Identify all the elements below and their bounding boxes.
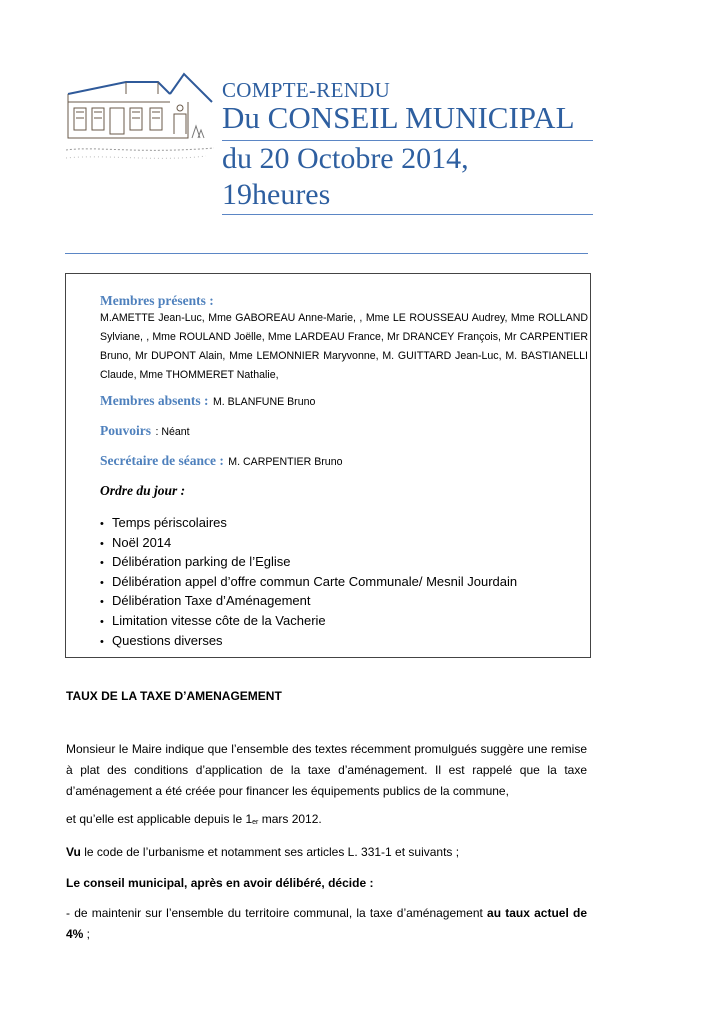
absent-value: M. BLANFUNE Bruno xyxy=(212,396,316,408)
list-item: • Limitation vitesse côte de la Vacherie xyxy=(100,612,517,632)
title-date: du 20 Octobre 2014, xyxy=(222,142,469,175)
paragraph-tax-rate: - de maintenir sur l’ensemble du territoire communal, la taxe d’aménagement au taux actuel de 4% ; xyxy=(66,906,587,941)
paragraph-vu: Vu le code de l’urbanisme et notamment ses articles L. 331-1 et suivants ; xyxy=(66,845,460,859)
agenda-title: Ordre du jour : xyxy=(100,483,186,498)
bullet-icon: • xyxy=(100,518,104,530)
list-item: • Temps périscolaires xyxy=(100,514,517,534)
absent-label: Membres absents : xyxy=(100,393,209,408)
pouvoirs-value: : Néant xyxy=(155,426,190,438)
bullet-icon: • xyxy=(100,576,104,589)
title-rule-1 xyxy=(222,140,593,141)
absent-members xyxy=(100,392,315,410)
title-rule-2 xyxy=(222,214,593,215)
secretary xyxy=(100,452,343,470)
section-title: TAUX DE LA TAXE D’AMENAGEMENT xyxy=(66,689,282,703)
paragraph-decision: Le conseil municipal, après en avoir délibéré, décide : xyxy=(66,876,374,890)
bullet-icon: • xyxy=(100,537,104,550)
bullet-icon: • xyxy=(100,635,104,648)
present-label: Membres présents : xyxy=(100,293,214,308)
present-members xyxy=(100,293,588,385)
bullet-icon: • xyxy=(100,596,104,609)
meeting-summary-box xyxy=(65,273,591,658)
agenda-list xyxy=(100,514,517,651)
bullet-icon: • xyxy=(100,557,104,570)
bullet-icon: • xyxy=(100,615,104,628)
header-separator xyxy=(65,253,588,254)
secretary-value: M. CARPENTIER Bruno xyxy=(228,456,343,468)
list-item: • Délibération parking de l’Eglise xyxy=(100,553,517,573)
list-item: • Délibération Taxe d’Aménagement xyxy=(100,592,517,612)
town-hall-logo xyxy=(66,72,214,164)
list-item: • Noël 2014 xyxy=(100,534,517,554)
title-conseil-municipal: Du CONSEIL MUNICIPAL xyxy=(222,100,575,135)
present-list: M.AMETTE Jean-Luc, Mme GABOREAU Anne-Marie, , Mme LE ROUSSEAU Audrey, Mme ROLLAND Sylviane, , Mme ROULAND Joëlle, Mme LARDEAU France, Mr DRANCEY François, Mr CARPENTIER Bruno, Mr DUPONT Alain, Mme LEMONNIER Maryvonne, M. GUITTARD Jean-Luc, M. BASTIANELLI Claude, Mme THOMMERET Nathalie, xyxy=(100,312,588,381)
paragraph-intro: Monsieur le Maire indique que l’ensemble des textes récemment promulgués suggère une remise à plat des conditions d’application de la taxe d’aménagement. Il est rappelé que la taxe d’aménagement a été créée pour financer les équipements publics de la commune, xyxy=(66,742,587,798)
list-item: • Délibération appel d’offre commun Carte Communale/ Mesnil Jourdain xyxy=(100,573,517,593)
pouvoirs-label: Pouvoirs xyxy=(100,423,152,438)
paragraph-applicable: et qu’elle est applicable depuis le $1_{er}$ mars 2012. xyxy=(66,812,322,826)
list-item: • Questions diverses xyxy=(100,632,517,652)
secretary-label: Secrétaire de séance : xyxy=(100,453,224,468)
title-compte-rendu: COMPTE-RENDU xyxy=(222,78,391,102)
pouvoirs xyxy=(100,422,190,440)
title-time: 19heures xyxy=(222,178,331,211)
